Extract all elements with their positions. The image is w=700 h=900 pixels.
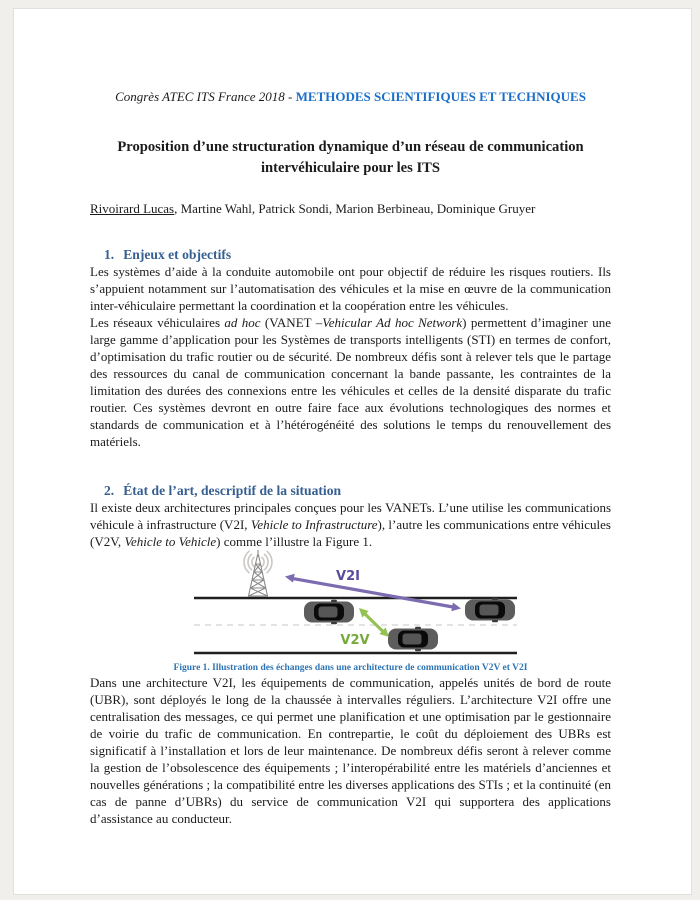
coauthors: , Martine Wahl, Patrick Sondi, Marion Berbineau, Dominique Gruyer xyxy=(174,201,536,216)
conference-header xyxy=(90,89,611,105)
section-1-title: Enjeux et objectifs xyxy=(123,247,232,262)
text-run: (VANET – xyxy=(260,315,323,330)
section-2-number: 2. xyxy=(104,483,115,498)
section-2-title: État de l’art, descriptif de la situation xyxy=(123,483,342,498)
car-icon xyxy=(465,598,515,623)
section-1-heading xyxy=(90,247,611,263)
figure-1 xyxy=(90,550,611,660)
italic-run: ad hoc xyxy=(224,315,261,330)
text-run: Les réseaux véhiculaires xyxy=(90,315,225,330)
v2i-label: V2I xyxy=(336,569,360,584)
text-run: ) comme l’illustre la Figure 1. xyxy=(216,534,373,549)
car-icon xyxy=(388,627,438,652)
lead-author: Rivoirard Lucas xyxy=(90,201,175,216)
document-page xyxy=(13,8,692,895)
section-1-paragraph-1: Les systèmes d’aide à la conduite automobile ont pour objectif de réduire les risques routiers. Ils s’appuient notamment sur l’automatisation des véhicules et la mise en œuvre de la communication inter-véhiculaire permettant la coordination et la coopération entre les véhicules. xyxy=(90,264,611,313)
conference-track: METHODES SCIENTIFIQUES ET TECHNIQUES xyxy=(295,89,586,104)
car-icon xyxy=(304,600,354,625)
italic-run: Vehicle to Infrastructure xyxy=(250,517,378,532)
section-2-paragraph-2: Dans une architecture V2I, les équipements de communication, appelés unités de bord de route (UBR), sont déployés le long de la chaussée à intervalles réguliers. L’architecture V2I offre une centralisation des messages, ce qui permet une planification et une optimisation par le gestionnaire de voirie du trafic de communication. En contrepartie, le coût du déploiement des UBRs est significatif à l’installation et lors de leur maintenance. De nombreux défis seront à relever comme la gestion de l’obsolescence des équipements ; l’interopérabilité entre les matériels d’anciennes et nouvelles générations ; la compatibilité entre les diverses applications des STIs ; et la continuité (en cas de panne d’UBRs) du service de communication V2I qui supportera des applications d’assistance au conducteur. xyxy=(90,675,611,826)
text-run: ) permettent d’imaginer une large gamme d’application pour les Systèmes de transports intelligents (STI) en termes de confort, d’optimisation du trafic routier ou de sécurité. De nombreux défis sont à relever tels que le partage des ressources du canal de communication concernant la bande passante, les contraintes de la limitation des durées des connexions entre les véhicules et celles de la densité disparate du trafic routier. Ces systèmes devront en outre faire face aux évolutions technologiques des normes et standards de communication et à l’hétérogénéité des solutions le temps du renouvellement des matériels. xyxy=(90,315,611,449)
conference-name: Congrès ATEC ITS France 2018 - xyxy=(115,89,296,104)
section-1-number: 1. xyxy=(104,247,115,262)
section-2-heading xyxy=(90,483,611,499)
figure-1-caption: Figure 1. Illustration des échanges dans une architecture de communication V2V et V2I xyxy=(173,663,528,673)
section-2-paragraph-1 xyxy=(90,499,611,550)
authors-line xyxy=(90,201,611,217)
italic-run: Vehicular Ad hoc Network xyxy=(322,315,463,330)
paper-title: Proposition d’une structuration dynamique d’un réseau de communication intervéhiculaire pour les ITS xyxy=(117,139,584,176)
text-run: ), l’autre les communications entre véhicules (V2V, xyxy=(90,517,611,549)
text-run: Il existe deux architectures principales conçues pour les VANETs. L’une utilise les communications véhicule à infrastructure (V2I, xyxy=(90,500,611,532)
section-1-paragraph-2 xyxy=(90,314,611,450)
v2v-label: V2V xyxy=(340,633,370,648)
italic-run: Vehicle to Vehicle xyxy=(124,534,217,549)
cell-tower-icon xyxy=(249,550,268,596)
figure-1-illustration xyxy=(192,550,524,660)
